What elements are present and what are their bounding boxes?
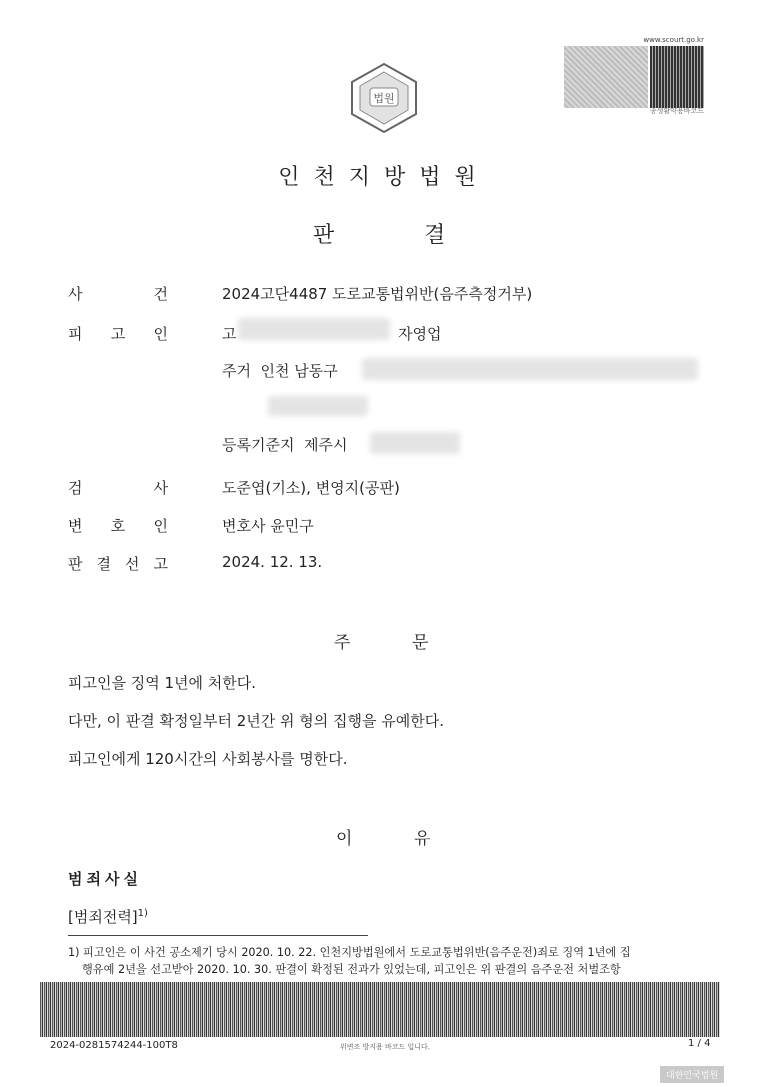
case-value: 2024고단4487 도로교통법위반(음주측정거부) <box>222 285 533 303</box>
registered-label: 등록기준지 <box>222 436 295 454</box>
lawyer-value: 변호사 윤민구 <box>222 517 314 535</box>
document-title-char-2: 결 <box>424 223 446 248</box>
prosecutor-label: 검 사 <box>68 479 168 497</box>
redacted-address <box>362 358 698 380</box>
qr-caption: 종생활약용바코드 <box>649 107 704 115</box>
defendant-occupation: 자영업 <box>398 325 442 343</box>
main-text-line-2: 다만, 이 판결 확정일부터 2년간 위 형의 집행을 유예한다. <box>68 712 445 730</box>
footnote-line-2: 행유예 2년을 선고받아 2020. 10. 30. 판결이 확정된 전과가 있었는데, 피고인은 위 판결의 음주운전 처벌조항 <box>82 963 621 976</box>
crime-facts-heading: 범죄사실 <box>68 870 142 888</box>
page-number: 1 / 4 <box>688 1038 711 1049</box>
main-text-line-1: 피고인을 징역 1년에 처한다. <box>68 674 257 692</box>
case-label: 사 건 <box>68 285 168 303</box>
document-number: 2024-0281574244-100T8 <box>50 1040 178 1051</box>
address-line <box>222 360 338 381</box>
defendant-label: 피 고 인 <box>68 325 168 343</box>
verification-code <box>562 36 706 116</box>
address-label: 주거 <box>222 362 251 380</box>
document-title-char-1: 판 <box>313 223 335 248</box>
anti-forgery-barcode <box>40 982 720 1037</box>
defendant-name: 고 <box>222 325 237 343</box>
verification-url: www.scourt.go.kr <box>643 36 704 44</box>
prior-record-heading: [범죄전력]$^{1)}$ <box>68 908 148 926</box>
footnote-divider <box>68 935 368 936</box>
issuer-mark: 대한민국법원 <box>660 1066 724 1083</box>
redacted-name <box>238 318 390 340</box>
registered-value: 제주시 <box>304 436 348 454</box>
footnote-ref: 1) <box>137 908 148 919</box>
qr-code <box>650 46 704 108</box>
lawyer-label: 변 호 인 <box>68 517 168 535</box>
court-name: 인천지방법원 <box>278 165 490 190</box>
address-value: 인천 남동구 <box>260 362 338 380</box>
sentence-date-label: 판 결 선 고 <box>68 555 168 573</box>
footnote-line-1: 1) 피고인은 이 사건 공소제기 당시 2020. 10. 22. 인천지방법원에서 도로교통법위반(음주운전)죄로 징역 1년에 집 <box>68 946 631 959</box>
barcode-caption: 위변조 방지용 바코드 입니다. <box>340 1043 431 1051</box>
redacted-registered <box>370 432 460 454</box>
redacted-address-2 <box>268 396 368 416</box>
prosecutor-value: 도준엽(기소), 변영지(공판) <box>222 479 400 497</box>
verification-pattern <box>564 46 648 108</box>
main-text-line-3: 피고인에게 120시간의 사회봉사를 명한다. <box>68 750 348 768</box>
sentence-date-value: 2024. 12. 13. <box>222 553 323 571</box>
svg-text:법원: 법원 <box>373 92 395 105</box>
court-seal <box>346 60 422 136</box>
registered-line <box>222 434 347 455</box>
